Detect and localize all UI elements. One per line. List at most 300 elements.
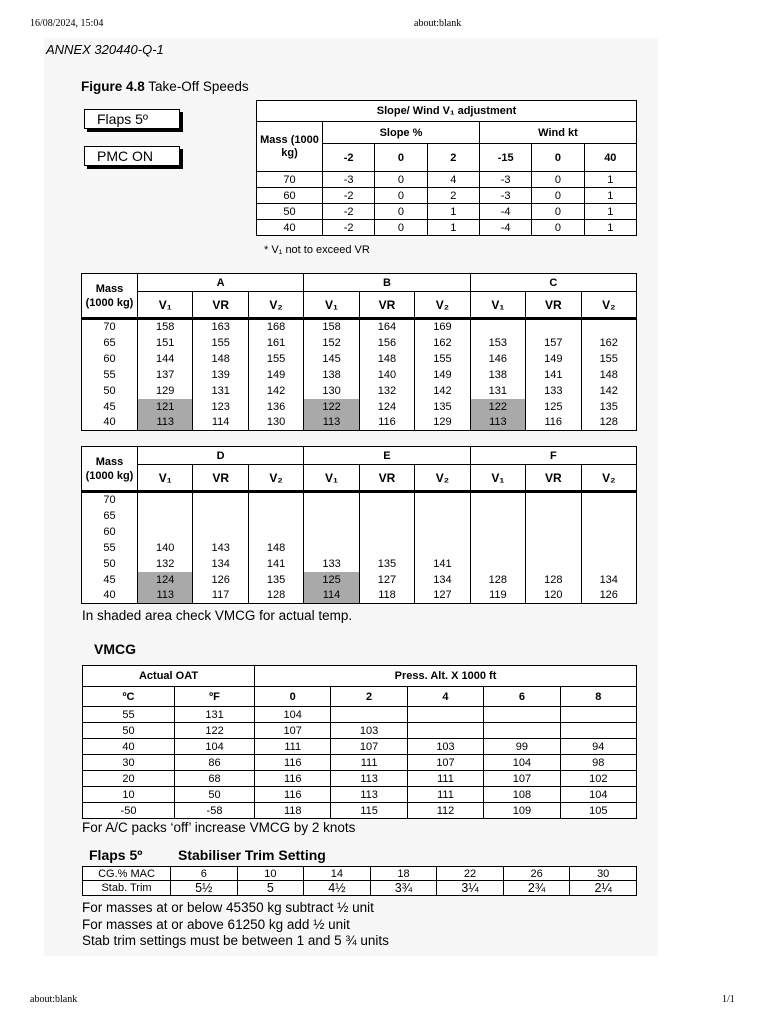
speed-cell: 125	[526, 399, 581, 415]
speed-cell	[470, 556, 525, 572]
speed-cell: 134	[193, 556, 248, 572]
value-cell: 0	[375, 220, 427, 236]
speed-cell: 124	[138, 572, 193, 588]
value-cell: -3	[479, 172, 531, 188]
speed-cell: 130	[248, 415, 303, 431]
vmcg-cell: 107	[407, 755, 483, 771]
value-cell: 1	[584, 220, 636, 236]
speed-cell: 144	[138, 351, 193, 367]
speed-col-header: V₁	[470, 292, 525, 319]
slope-wind-col-header: -2	[323, 144, 375, 172]
vmcg-cell	[560, 707, 636, 723]
slope-wind-col-header: 0	[375, 144, 427, 172]
document-page	[44, 38, 658, 956]
vmcg-cell: 103	[407, 739, 483, 755]
mass-cell: 50	[82, 383, 138, 399]
vmcg-cell: 107	[255, 723, 331, 739]
speed-cell: 113	[138, 588, 193, 604]
speed-cell: 163	[193, 319, 248, 335]
speed-cell: 164	[359, 319, 414, 335]
speed-cell: 140	[138, 540, 193, 556]
speed-cell	[581, 556, 637, 572]
vmcg-table	[82, 665, 637, 819]
vmcg-col-header: ºF	[175, 687, 255, 707]
slope-wind-col-header: -15	[479, 144, 531, 172]
speed-cell: 135	[359, 556, 414, 572]
vmcg-cell: 104	[484, 755, 560, 771]
trim-flaps-label: Flaps 5º	[89, 847, 143, 863]
speed-cell: 113	[304, 415, 359, 431]
speed-cell: 128	[581, 415, 637, 431]
value-cell: 0	[375, 188, 427, 204]
trim-cell: 3¾	[370, 881, 437, 896]
speed-cell	[470, 508, 525, 524]
shaded-note: In shaded area check VMCG for actual temp.	[82, 608, 353, 623]
vmcg-cell: 111	[407, 771, 483, 787]
speed-cell: 127	[415, 588, 470, 604]
speed-cell	[138, 524, 193, 540]
value-cell: -2	[323, 220, 375, 236]
mass-cell: 55	[82, 540, 138, 556]
table-row	[82, 572, 637, 588]
value-cell: -3	[479, 188, 531, 204]
speed-cell: 151	[138, 335, 193, 351]
speed-cell: 157	[526, 335, 581, 351]
trim-cell: 5½	[171, 881, 238, 896]
speed-col-header: VR	[193, 465, 248, 492]
vmcg-cell: 107	[484, 771, 560, 787]
speed-cell	[359, 524, 414, 540]
speed-cell	[581, 540, 637, 556]
pmc-box: PMC ON	[84, 146, 180, 166]
speed-cell: 148	[248, 540, 303, 556]
value-cell: -2	[323, 204, 375, 220]
speed-cell: 141	[526, 367, 581, 383]
speed-cell	[304, 492, 359, 508]
annex-label: ANNEX 320440-Q-1	[46, 42, 164, 57]
oat-cell: 50	[175, 787, 255, 803]
slope-wind-title: Slope/ Wind V₁ adjustment	[257, 101, 637, 122]
trim-notes	[82, 900, 389, 950]
speed-cell: 131	[470, 383, 525, 399]
speed-cell: 146	[470, 351, 525, 367]
speed-cell: 158	[138, 319, 193, 335]
table-row	[82, 540, 637, 556]
speed-cell: 132	[138, 556, 193, 572]
vmcg-cell	[407, 723, 483, 739]
vmcg-cell	[560, 723, 636, 739]
table-row	[257, 220, 637, 236]
speed-cell	[248, 492, 303, 508]
speed-cell: 137	[138, 367, 193, 383]
speed-cell: 113	[138, 415, 193, 431]
group-header-b: B	[304, 274, 470, 292]
oat-cell: 86	[175, 755, 255, 771]
speed-cell: 125	[304, 572, 359, 588]
oat-cell: -58	[175, 803, 255, 819]
speed-cell	[415, 540, 470, 556]
speed-col-header: VR	[359, 465, 414, 492]
vmcg-cell: 109	[484, 803, 560, 819]
speed-cell: 120	[526, 588, 581, 604]
oat-cell: 122	[175, 723, 255, 739]
speed-cell: 117	[193, 588, 248, 604]
speed-cell: 169	[415, 319, 470, 335]
vmcg-cell: 113	[331, 771, 407, 787]
value-cell: 1	[427, 220, 479, 236]
cg-cell: 14	[304, 867, 371, 881]
speed-cell: 124	[359, 399, 414, 415]
speed-cell	[304, 540, 359, 556]
vmcg-cell: 112	[407, 803, 483, 819]
cg-mac-label: CG.% MAC	[83, 867, 171, 881]
vmcg-cell: 103	[331, 723, 407, 739]
slope-wind-col-header: 2	[427, 144, 479, 172]
trim-title: Stabiliser Trim Setting	[178, 847, 326, 863]
value-cell: 1	[427, 204, 479, 220]
value-cell: 0	[532, 172, 584, 188]
mass-cell: 55	[82, 367, 138, 383]
vmcg-cell: 102	[560, 771, 636, 787]
speed-cell: 119	[470, 588, 525, 604]
value-cell: 0	[375, 172, 427, 188]
cg-cell: 26	[503, 867, 570, 881]
speed-cell: 116	[359, 415, 414, 431]
group-header-f: F	[470, 447, 636, 465]
print-datetime: 16/08/2024, 15:04	[30, 18, 104, 29]
table-row	[257, 172, 637, 188]
value-cell: -2	[323, 188, 375, 204]
group-header-c: C	[470, 274, 636, 292]
vmcg-title: VMCG	[94, 641, 136, 657]
speed-cell: 135	[581, 399, 637, 415]
group-header-a: A	[138, 274, 304, 292]
speed-cell	[526, 540, 581, 556]
vmcg-cell	[407, 707, 483, 723]
value-cell: 1	[584, 188, 636, 204]
speed-cell: 149	[526, 351, 581, 367]
speed-cell	[470, 492, 525, 508]
speed-cell: 162	[415, 335, 470, 351]
group-header-e: E	[304, 447, 470, 465]
vmcg-cell: 118	[255, 803, 331, 819]
print-page-title: about:blank	[414, 18, 462, 29]
speed-cell: 114	[193, 415, 248, 431]
vmcg-cell: 116	[255, 755, 331, 771]
table-row	[82, 588, 637, 604]
speeds-abc-table	[81, 273, 637, 431]
figure-title	[81, 79, 249, 94]
vmcg-cell: 115	[331, 803, 407, 819]
mass-cell: 70	[82, 319, 138, 335]
table-row	[82, 399, 637, 415]
table-row	[257, 204, 637, 220]
speed-cell: 138	[304, 367, 359, 383]
speed-col-header: V₂	[415, 292, 470, 319]
table-row	[82, 415, 637, 431]
vmcg-cell: 113	[331, 787, 407, 803]
value-cell: 2	[427, 188, 479, 204]
oat-cell: 68	[175, 771, 255, 787]
mass-cell: 40	[82, 588, 138, 604]
speed-cell	[138, 508, 193, 524]
value-cell: 0	[375, 204, 427, 220]
cg-cell: 10	[237, 867, 304, 881]
vmcg-col-header: 4	[407, 687, 483, 707]
speed-cell: 156	[359, 335, 414, 351]
speed-cell: 135	[248, 572, 303, 588]
speed-cell	[415, 524, 470, 540]
mass-header: Mass (1000 kg)	[82, 274, 138, 319]
speed-col-header: V₁	[470, 465, 525, 492]
value-cell: 1	[584, 204, 636, 220]
slope-wind-col-header: 0	[532, 144, 584, 172]
speed-cell: 133	[526, 383, 581, 399]
trim-note: Stab trim settings must be between 1 and 5 ¾ units	[82, 933, 389, 948]
speed-cell	[470, 540, 525, 556]
table-row	[83, 707, 637, 723]
speed-cell	[581, 508, 637, 524]
speed-cell: 141	[248, 556, 303, 572]
speed-col-header: V₂	[248, 465, 303, 492]
vmcg-col-header: 2	[331, 687, 407, 707]
speed-col-header: V₂	[248, 292, 303, 319]
speed-cell	[359, 508, 414, 524]
vmcg-cell	[484, 707, 560, 723]
speed-cell	[248, 508, 303, 524]
value-cell: -4	[479, 204, 531, 220]
speed-col-header: V₂	[581, 465, 637, 492]
flaps-box: Flaps 5º	[84, 109, 180, 129]
vmcg-cell: 108	[484, 787, 560, 803]
speed-cell	[304, 524, 359, 540]
mass-cell: 40	[82, 415, 138, 431]
table-row	[83, 787, 637, 803]
slope-header: Slope %	[323, 122, 480, 144]
table-row	[82, 556, 637, 572]
packs-note: For A/C packs ‘off’ increase VMCG by 2 knots	[82, 820, 356, 835]
mass-cell: 60	[257, 188, 323, 204]
speed-cell: 126	[193, 572, 248, 588]
vmcg-cell: 104	[560, 787, 636, 803]
speed-cell	[526, 492, 581, 508]
speed-cell	[359, 540, 414, 556]
speed-cell	[415, 492, 470, 508]
speed-col-header: VR	[359, 292, 414, 319]
speed-cell	[193, 524, 248, 540]
speed-col-header: V₁	[138, 292, 193, 319]
mass-cell: 40	[257, 220, 323, 236]
speed-cell	[304, 508, 359, 524]
mass-cell: 60	[82, 524, 138, 540]
speed-col-header: VR	[193, 292, 248, 319]
speed-cell: 132	[359, 383, 414, 399]
mass-header: Mass (1000 kg)	[257, 122, 323, 172]
speed-cell	[359, 492, 414, 508]
value-cell: -4	[479, 220, 531, 236]
trim-note: For masses at or above 61250 kg add ½ unit	[82, 916, 350, 932]
value-cell: 1	[584, 172, 636, 188]
oat-cell: 40	[83, 739, 175, 755]
speed-cell: 155	[415, 351, 470, 367]
cg-cell: 6	[171, 867, 238, 881]
print-footer-url: about:blank	[30, 994, 78, 1005]
slope-wind-col-header: 40	[584, 144, 636, 172]
speed-cell: 121	[138, 399, 193, 415]
table-row	[82, 351, 637, 367]
print-page-number: 1/1	[722, 994, 735, 1005]
speed-cell: 134	[581, 572, 637, 588]
mass-cell: 60	[82, 351, 138, 367]
table-row	[82, 492, 637, 508]
table-row	[83, 723, 637, 739]
speed-cell: 148	[581, 367, 637, 383]
speed-cell	[470, 319, 525, 335]
vmcg-cell: 111	[331, 755, 407, 771]
speed-cell: 155	[193, 335, 248, 351]
speed-cell: 168	[248, 319, 303, 335]
stab-trim-label: Stab. Trim	[83, 881, 171, 896]
speed-cell: 149	[415, 367, 470, 383]
vmcg-col-header: ºC	[83, 687, 175, 707]
speed-cell	[470, 524, 525, 540]
value-cell: 4	[427, 172, 479, 188]
speed-cell: 148	[193, 351, 248, 367]
speed-cell: 148	[359, 351, 414, 367]
speed-cell: 122	[304, 399, 359, 415]
mass-header: Mass (1000 kg)	[82, 447, 138, 492]
speed-cell: 152	[304, 335, 359, 351]
speed-cell	[526, 319, 581, 335]
speed-cell	[415, 508, 470, 524]
speed-cell: 131	[193, 383, 248, 399]
speed-cell: 142	[415, 383, 470, 399]
vmcg-cell: 99	[484, 739, 560, 755]
speed-cell: 123	[193, 399, 248, 415]
speed-col-header: V₁	[138, 465, 193, 492]
trim-note: For masses at or below 45350 kg subtract ½ unit	[82, 900, 374, 915]
vmcg-cell	[484, 723, 560, 739]
trim-table	[82, 866, 637, 896]
speed-cell: 122	[470, 399, 525, 415]
table-row	[82, 367, 637, 383]
speed-cell: 127	[359, 572, 414, 588]
speed-cell: 158	[304, 319, 359, 335]
speed-cell: 140	[359, 367, 414, 383]
speed-cell: 162	[581, 335, 637, 351]
speed-cell: 130	[304, 383, 359, 399]
speed-cell: 116	[526, 415, 581, 431]
oat-cell: 10	[83, 787, 175, 803]
speed-cell	[193, 508, 248, 524]
value-cell: -3	[323, 172, 375, 188]
trim-cell: 5	[237, 881, 304, 896]
oat-cell: -50	[83, 803, 175, 819]
speed-cell: 155	[581, 351, 637, 367]
speed-cell	[526, 508, 581, 524]
vmcg-col-header: 8	[560, 687, 636, 707]
speed-cell: 139	[193, 367, 248, 383]
vmcg-cell: 105	[560, 803, 636, 819]
vmcg-col-header: 6	[484, 687, 560, 707]
speed-cell: 149	[248, 367, 303, 383]
speed-cell: 138	[470, 367, 525, 383]
speed-cell: 128	[248, 588, 303, 604]
speed-cell: 128	[526, 572, 581, 588]
table-row	[82, 524, 637, 540]
speed-cell: 129	[138, 383, 193, 399]
cg-cell: 18	[370, 867, 437, 881]
mass-cell: 45	[82, 572, 138, 588]
speed-cell	[138, 492, 193, 508]
table-row	[82, 508, 637, 524]
mass-cell: 70	[82, 492, 138, 508]
speed-cell	[526, 524, 581, 540]
speed-cell: 136	[248, 399, 303, 415]
speed-cell: 126	[581, 588, 637, 604]
figure-label: Figure 4.8	[81, 79, 145, 94]
vmcg-cell: 116	[255, 771, 331, 787]
speed-cell: 134	[415, 572, 470, 588]
speed-cell: 142	[248, 383, 303, 399]
speeds-def-table	[81, 446, 637, 604]
vmcg-cell: 104	[255, 707, 331, 723]
oat-cell: 20	[83, 771, 175, 787]
speed-col-header: V₁	[304, 465, 359, 492]
slope-wind-table	[256, 100, 637, 236]
cg-cell: 22	[437, 867, 504, 881]
speed-col-header: VR	[526, 465, 581, 492]
speed-col-header: V₂	[415, 465, 470, 492]
group-header-d: D	[138, 447, 304, 465]
speed-cell: 114	[304, 588, 359, 604]
vmcg-cell: 98	[560, 755, 636, 771]
speed-cell	[248, 524, 303, 540]
wind-header: Wind kt	[479, 122, 636, 144]
mass-cell: 65	[82, 508, 138, 524]
table-row	[82, 335, 637, 351]
speed-cell: 143	[193, 540, 248, 556]
trim-cell: 2¾	[503, 881, 570, 896]
oat-cell: 104	[175, 739, 255, 755]
vmcg-cell: 94	[560, 739, 636, 755]
speed-cell	[581, 524, 637, 540]
speed-col-header: VR	[526, 292, 581, 319]
value-cell: 0	[532, 204, 584, 220]
table-row	[257, 188, 637, 204]
press-alt-header: Press. Alt. X 1000 ft	[255, 666, 637, 687]
cg-cell: 30	[570, 867, 637, 881]
mass-cell: 45	[82, 399, 138, 415]
trim-cell: 2¼	[570, 881, 637, 896]
table-row	[83, 739, 637, 755]
oat-cell: 55	[83, 707, 175, 723]
oat-cell: 131	[175, 707, 255, 723]
mass-cell: 65	[82, 335, 138, 351]
mass-cell: 50	[257, 204, 323, 220]
speed-cell	[581, 319, 637, 335]
vmcg-cell: 116	[255, 787, 331, 803]
value-cell: 0	[532, 188, 584, 204]
speed-cell	[581, 492, 637, 508]
mass-cell: 50	[82, 556, 138, 572]
mass-cell: 70	[257, 172, 323, 188]
table-row	[82, 383, 637, 399]
speed-cell: 113	[470, 415, 525, 431]
vmcg-cell: 107	[331, 739, 407, 755]
oat-header: Actual OAT	[83, 666, 255, 687]
speed-cell: 135	[415, 399, 470, 415]
